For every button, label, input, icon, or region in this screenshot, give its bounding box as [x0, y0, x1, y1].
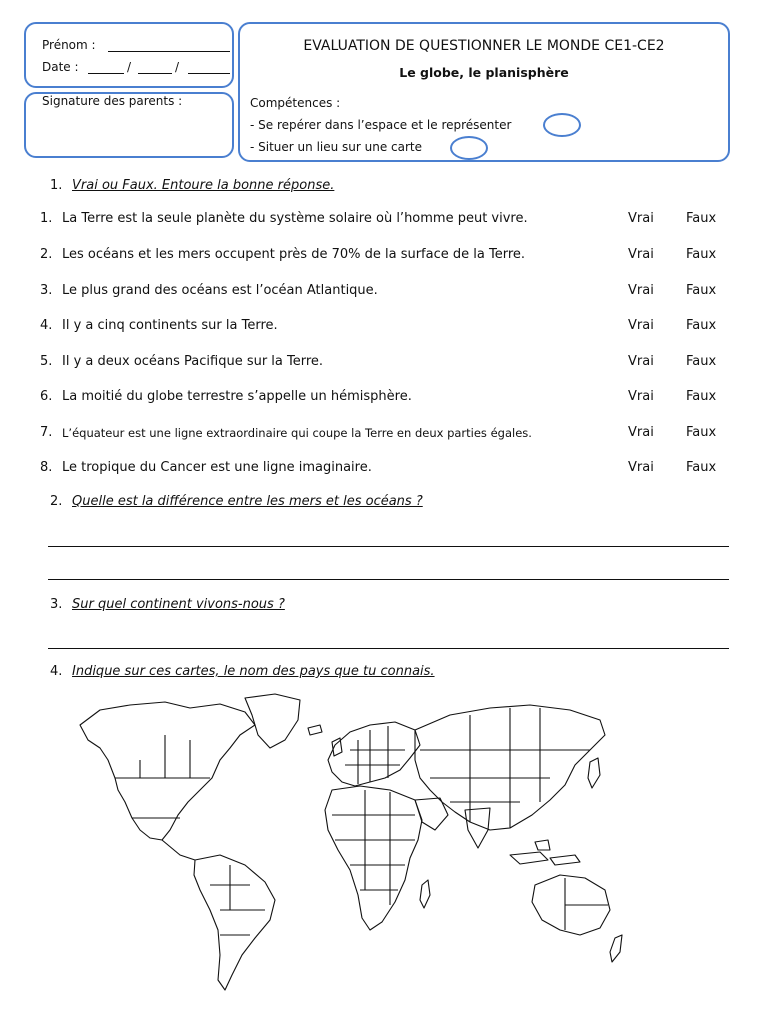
- faux-option[interactable]: Faux: [686, 354, 717, 369]
- prenom-label: Prénom :: [42, 38, 96, 52]
- europe-outline: [328, 722, 420, 786]
- faux-option[interactable]: Faux: [686, 460, 717, 475]
- item-number: 3.: [40, 283, 53, 298]
- item-number: 4.: [40, 318, 53, 333]
- item-number: 2.: [40, 247, 53, 262]
- vrai-option[interactable]: Vrai: [628, 211, 654, 226]
- q1-heading: [50, 178, 334, 193]
- faux-option[interactable]: Faux: [686, 211, 717, 226]
- item-number: 8.: [40, 460, 53, 475]
- north-america-outline: [80, 702, 255, 840]
- item-text: Le tropique du Cancer est une ligne imaginaire.: [62, 460, 372, 475]
- q2-text: Quelle est la différence entre les mers et les océans ?: [72, 494, 423, 509]
- item-number: 5.: [40, 354, 53, 369]
- prenom-field[interactable]: [108, 51, 230, 52]
- q2-number: 2.: [50, 494, 63, 509]
- item-number: 1.: [40, 211, 53, 226]
- vrai-option[interactable]: Vrai: [628, 354, 654, 369]
- date-sep-2: /: [175, 60, 180, 74]
- q4-text: Indique sur ces cartes, le nom des pays que tu connais.: [72, 664, 435, 679]
- date-label: Date :: [42, 60, 79, 74]
- date-year-field[interactable]: [188, 73, 230, 74]
- faux-option[interactable]: Faux: [686, 283, 717, 298]
- q2-heading: [50, 494, 423, 509]
- madagascar-outline: [420, 880, 430, 908]
- indonesia-outline: [510, 840, 580, 865]
- europe-borders: [345, 726, 405, 784]
- japan-outline: [588, 758, 600, 788]
- q4-heading: [50, 664, 435, 679]
- competence-1-mark[interactable]: [543, 113, 581, 137]
- vrai-option[interactable]: Vrai: [628, 460, 654, 475]
- item-text: L’équateur est une ligne extraordinaire qui coupe la Terre en deux parties égales.: [62, 426, 532, 440]
- new-zealand-outline: [610, 935, 622, 962]
- q3-heading: [50, 597, 285, 612]
- list-item: [40, 247, 730, 267]
- competence-2-mark[interactable]: [450, 136, 488, 160]
- item-text: La moitié du globe terrestre s’appelle un hémisphère.: [62, 389, 412, 404]
- q1-text: Vrai ou Faux. Entoure la bonne réponse.: [72, 178, 335, 193]
- faux-option[interactable]: Faux: [686, 247, 717, 262]
- australia-borders: [565, 878, 608, 930]
- world-map[interactable]: [70, 690, 630, 1000]
- item-text: Il y a deux océans Pacifique sur la Terre.: [62, 354, 324, 369]
- list-item: [40, 354, 730, 374]
- vrai-option[interactable]: Vrai: [628, 247, 654, 262]
- q3-number: 3.: [50, 597, 63, 612]
- answer-line[interactable]: [48, 546, 729, 547]
- faux-option[interactable]: Faux: [686, 389, 717, 404]
- q3-text: Sur quel continent vivons-nous ?: [72, 597, 285, 612]
- north-america-borders: [115, 735, 210, 860]
- item-text: Il y a cinq continents sur la Terre.: [62, 318, 278, 333]
- q4-number: 4.: [50, 664, 63, 679]
- africa-outline: [325, 786, 422, 930]
- date-sep-1: /: [127, 60, 132, 74]
- list-item: [40, 425, 730, 445]
- name-date-box: [24, 22, 234, 88]
- faux-option[interactable]: Faux: [686, 318, 717, 333]
- vrai-option[interactable]: Vrai: [628, 318, 654, 333]
- date-day-field[interactable]: [88, 73, 124, 74]
- greenland-outline: [245, 694, 300, 748]
- list-item: [40, 460, 730, 480]
- date-month-field[interactable]: [138, 73, 172, 74]
- competence-2: - Situer un lieu sur une carte: [250, 140, 423, 154]
- q1-number: 1.: [50, 178, 63, 193]
- list-item: [40, 318, 730, 338]
- competences-label: Compétences :: [250, 96, 341, 110]
- list-item: [40, 283, 730, 303]
- item-number: 7.: [40, 425, 53, 440]
- south-america-outline: [194, 855, 275, 990]
- item-text: Les océans et les mers occupent près de 70% de la surface de la Terre.: [62, 247, 526, 262]
- answer-line[interactable]: [48, 648, 729, 649]
- competence-1: - Se repérer dans l’espace et le représenter: [250, 118, 512, 132]
- page-title: EVALUATION DE QUESTIONNER LE MONDE CE1-CE2: [303, 38, 665, 54]
- signature-label: Signature des parents :: [42, 94, 183, 108]
- faux-option[interactable]: Faux: [686, 425, 717, 440]
- answer-line[interactable]: [48, 579, 729, 580]
- vrai-option[interactable]: Vrai: [628, 283, 654, 298]
- page-subtitle: Le globe, le planisphère: [399, 65, 569, 80]
- list-item: [40, 389, 730, 409]
- item-number: 6.: [40, 389, 53, 404]
- africa-borders: [332, 790, 415, 905]
- vrai-option[interactable]: Vrai: [628, 389, 654, 404]
- vrai-option[interactable]: Vrai: [628, 425, 654, 440]
- item-text: Le plus grand des océans est l’océan Atlantique.: [62, 283, 378, 298]
- item-text: La Terre est la seule planète du système solaire où l’homme peut vivre.: [62, 211, 528, 226]
- iceland-outline: [308, 725, 322, 735]
- list-item: [40, 211, 730, 231]
